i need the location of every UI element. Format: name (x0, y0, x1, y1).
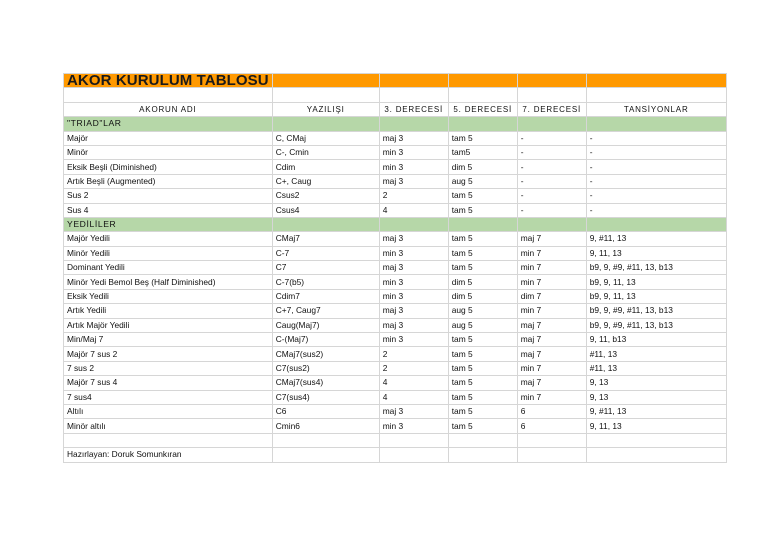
table-cell[interactable]: dim 5 (448, 289, 517, 303)
table-cell[interactable]: tam 5 (448, 376, 517, 390)
cell[interactable] (379, 448, 448, 462)
table-cell[interactable]: maj 3 (379, 404, 448, 418)
table-cell[interactable]: tam5 (448, 145, 517, 159)
table-cell[interactable]: Eksik Yedili (64, 289, 273, 303)
table-cell[interactable]: Minör Yedi Bemol Beş (Half Diminished) (64, 275, 273, 289)
table-cell[interactable]: b9, 9, 11, 13 (586, 275, 726, 289)
table-row (64, 376, 727, 390)
table-cell[interactable]: Artık Yedili (64, 304, 273, 318)
table-cell[interactable]: min 3 (379, 246, 448, 260)
table-cell[interactable]: maj 7 (517, 318, 586, 332)
table-cell[interactable]: C6 (272, 404, 379, 418)
cell[interactable] (64, 88, 273, 102)
table-cell[interactable]: Min/Maj 7 (64, 333, 273, 347)
table-cell[interactable]: b9, 9, 11, 13 (586, 289, 726, 303)
chord-table-body (64, 74, 727, 463)
table-cell[interactable]: tam 5 (448, 404, 517, 418)
table-cell[interactable]: - (586, 203, 726, 217)
cell[interactable] (448, 433, 517, 447)
table-row (64, 145, 727, 159)
cell[interactable] (448, 74, 517, 88)
table-cell[interactable]: tam 5 (448, 261, 517, 275)
table-cell[interactable]: maj 7 (517, 232, 586, 246)
table-cell[interactable]: maj 3 (379, 131, 448, 145)
cell[interactable] (272, 433, 379, 447)
cell[interactable] (448, 448, 517, 462)
column-header-row (64, 102, 727, 116)
table-cell[interactable]: Dominant Yedili (64, 261, 273, 275)
table-cell[interactable]: CMaj7(sus4) (272, 376, 379, 390)
table-cell[interactable]: 9, 11, 13 (586, 246, 726, 260)
cell[interactable] (448, 88, 517, 102)
table-cell[interactable]: maj 7 (517, 376, 586, 390)
table-cell[interactable]: - (586, 174, 726, 188)
cell[interactable] (517, 74, 586, 88)
table-cell[interactable]: Minör Yedili (64, 246, 273, 260)
table-row (64, 174, 727, 188)
table-cell[interactable]: C-(Maj7) (272, 333, 379, 347)
table-cell[interactable]: min 3 (379, 333, 448, 347)
table-cell[interactable]: min 7 (517, 390, 586, 404)
table-cell[interactable]: 9, 13 (586, 376, 726, 390)
table-cell[interactable]: Artık Majör Yedili (64, 318, 273, 332)
table-cell[interactable]: tam 5 (448, 419, 517, 433)
table-cell[interactable]: maj 3 (379, 261, 448, 275)
table-cell[interactable]: Majör 7 sus 4 (64, 376, 273, 390)
cell[interactable] (272, 448, 379, 462)
column-header[interactable]: AKORUN ADI (64, 102, 273, 116)
section-header-row (64, 217, 727, 231)
table-cell[interactable]: 4 (379, 390, 448, 404)
table-cell[interactable]: tam 5 (448, 333, 517, 347)
table-cell[interactable]: maj 7 (517, 347, 586, 361)
table-cell[interactable]: min 3 (379, 160, 448, 174)
cell[interactable] (586, 74, 726, 88)
cell[interactable] (448, 217, 517, 231)
table-cell[interactable]: 6 (517, 419, 586, 433)
table-cell[interactable]: tam 5 (448, 189, 517, 203)
table-cell[interactable]: maj 3 (379, 318, 448, 332)
column-header[interactable]: YAZILIŞI (272, 102, 379, 116)
cell[interactable] (272, 88, 379, 102)
cell[interactable] (379, 117, 448, 131)
table-cell[interactable]: Majör 7 sus 2 (64, 347, 273, 361)
cell[interactable] (586, 433, 726, 447)
table-cell[interactable]: 7 sus 2 (64, 361, 273, 375)
cell[interactable] (517, 433, 586, 447)
author-credit[interactable]: Hazırlayan: Doruk Somunkıran (64, 448, 273, 462)
table-cell[interactable]: 9, #11, 13 (586, 232, 726, 246)
table-cell[interactable]: C-7(b5) (272, 275, 379, 289)
table-row (64, 232, 727, 246)
table-cell[interactable]: 9, 11, b13 (586, 333, 726, 347)
table-cell[interactable]: tam 5 (448, 232, 517, 246)
table-cell[interactable]: - (517, 203, 586, 217)
table-cell[interactable]: Sus 2 (64, 189, 273, 203)
cell[interactable] (517, 88, 586, 102)
table-cell[interactable]: dim 5 (448, 275, 517, 289)
table-cell[interactable]: - (517, 174, 586, 188)
table-cell[interactable]: b9, 9, #9, #11, 13, b13 (586, 261, 726, 275)
cell[interactable] (379, 88, 448, 102)
table-cell[interactable]: min 3 (379, 289, 448, 303)
table-row (64, 404, 727, 418)
table-row (64, 246, 727, 260)
table-cell[interactable]: C+, Caug (272, 174, 379, 188)
table-cell[interactable]: tam 5 (448, 390, 517, 404)
table-cell[interactable]: b9, 9, #9, #11, 13, b13 (586, 304, 726, 318)
table-cell[interactable]: C7(sus4) (272, 390, 379, 404)
cell[interactable] (586, 88, 726, 102)
section-label[interactable]: "TRIAD"LAR (64, 117, 273, 131)
table-cell[interactable]: min 7 (517, 261, 586, 275)
table-cell[interactable]: tam 5 (448, 246, 517, 260)
table-cell[interactable]: - (517, 131, 586, 145)
table-cell[interactable]: C-7 (272, 246, 379, 260)
table-cell[interactable]: C7(sus2) (272, 361, 379, 375)
table-cell[interactable]: Caug(Maj7) (272, 318, 379, 332)
table-cell[interactable]: 4 (379, 376, 448, 390)
cell[interactable] (272, 117, 379, 131)
title-row (64, 74, 727, 88)
table-cell[interactable]: dim 7 (517, 289, 586, 303)
chord-table (63, 73, 727, 463)
table-row (64, 261, 727, 275)
column-header[interactable]: TANSİYONLAR (586, 102, 726, 116)
cell[interactable] (517, 448, 586, 462)
table-row (64, 318, 727, 332)
table-cell[interactable]: aug 5 (448, 174, 517, 188)
table-cell[interactable]: C, CMaj (272, 131, 379, 145)
table-row (64, 160, 727, 174)
table-cell[interactable]: aug 5 (448, 304, 517, 318)
author-row (64, 448, 727, 462)
section-label[interactable]: YEDİLİLER (64, 217, 273, 231)
table-cell[interactable]: tam 5 (448, 131, 517, 145)
cell[interactable] (272, 217, 379, 231)
table-cell[interactable]: min 3 (379, 145, 448, 159)
table-cell[interactable]: dim 5 (448, 160, 517, 174)
blank-row (64, 433, 727, 447)
table-cell[interactable]: maj 3 (379, 304, 448, 318)
table-cell[interactable]: tam 5 (448, 203, 517, 217)
table-cell[interactable]: 9, 11, 13 (586, 419, 726, 433)
table-row (64, 131, 727, 145)
table-cell[interactable]: min 3 (379, 275, 448, 289)
table-cell[interactable]: #11, 13 (586, 347, 726, 361)
table-cell[interactable]: Sus 4 (64, 203, 273, 217)
table-cell[interactable]: min 7 (517, 246, 586, 260)
table-cell[interactable]: maj 3 (379, 174, 448, 188)
table-cell[interactable]: maj 3 (379, 232, 448, 246)
table-cell[interactable]: 7 sus4 (64, 390, 273, 404)
table-cell[interactable]: - (517, 145, 586, 159)
cell[interactable] (517, 217, 586, 231)
table-row (64, 203, 727, 217)
cell[interactable] (272, 74, 379, 88)
table-cell[interactable]: b9, 9, #9, #11, 13, b13 (586, 318, 726, 332)
table-cell[interactable]: Majör Yedili (64, 232, 273, 246)
table-cell[interactable]: 6 (517, 404, 586, 418)
table-cell[interactable]: min 7 (517, 361, 586, 375)
table-cell[interactable]: min 7 (517, 275, 586, 289)
table-row (64, 304, 727, 318)
table-cell[interactable]: Csus2 (272, 189, 379, 203)
table-cell[interactable]: C7 (272, 261, 379, 275)
cell[interactable] (379, 74, 448, 88)
cell[interactable] (448, 117, 517, 131)
table-cell[interactable]: 9, #11, 13 (586, 404, 726, 418)
table-cell[interactable]: #11, 13 (586, 361, 726, 375)
table-cell[interactable]: - (517, 189, 586, 203)
table-cell[interactable]: Cdim7 (272, 289, 379, 303)
section-header-row (64, 117, 727, 131)
table-cell[interactable]: C+7, Caug7 (272, 304, 379, 318)
cell[interactable] (586, 448, 726, 462)
table-cell[interactable]: Csus4 (272, 203, 379, 217)
table-row (64, 361, 727, 375)
table-cell[interactable]: - (517, 160, 586, 174)
column-header[interactable]: 3. DERECESİ (379, 102, 448, 116)
table-row (64, 289, 727, 303)
cell[interactable] (586, 117, 726, 131)
table-cell[interactable]: - (586, 160, 726, 174)
column-header[interactable]: 7. DERECESİ (517, 102, 586, 116)
table-row (64, 347, 727, 361)
table-cell[interactable]: 9, 13 (586, 390, 726, 404)
table-cell[interactable]: Artık Beşli (Augmented) (64, 174, 273, 188)
table-cell[interactable]: Minör (64, 145, 273, 159)
cell[interactable] (379, 433, 448, 447)
table-cell[interactable]: min 3 (379, 419, 448, 433)
table-cell[interactable]: CMaj7 (272, 232, 379, 246)
table-cell[interactable]: tam 5 (448, 347, 517, 361)
cell[interactable] (517, 117, 586, 131)
table-cell[interactable]: 2 (379, 361, 448, 375)
table-cell[interactable]: 4 (379, 203, 448, 217)
cell[interactable] (586, 217, 726, 231)
table-cell[interactable]: Eksik Beşli (Diminished) (64, 160, 273, 174)
cell[interactable] (64, 433, 273, 447)
table-cell[interactable]: - (586, 131, 726, 145)
table-cell[interactable]: C-, Cmin (272, 145, 379, 159)
blank-row (64, 88, 727, 102)
table-row (64, 189, 727, 203)
cell[interactable] (379, 217, 448, 231)
table-cell[interactable]: 2 (379, 347, 448, 361)
page-title[interactable]: AKOR KURULUM TABLOSU (64, 74, 273, 88)
table-cell[interactable]: - (586, 189, 726, 203)
table-cell[interactable]: Altılı (64, 404, 273, 418)
table-cell[interactable]: Cmin6 (272, 419, 379, 433)
table-cell[interactable]: Cdim (272, 160, 379, 174)
table-row (64, 390, 727, 404)
table-cell[interactable]: aug 5 (448, 318, 517, 332)
table-cell[interactable]: maj 7 (517, 333, 586, 347)
table-cell[interactable]: 2 (379, 189, 448, 203)
table-cell[interactable]: - (586, 145, 726, 159)
table-cell[interactable]: Minör altılı (64, 419, 273, 433)
table-row (64, 275, 727, 289)
column-header[interactable]: 5. DERECESİ (448, 102, 517, 116)
table-cell[interactable]: Majör (64, 131, 273, 145)
table-row (64, 333, 727, 347)
table-cell[interactable]: CMaj7(sus2) (272, 347, 379, 361)
table-row (64, 419, 727, 433)
table-cell[interactable]: min 7 (517, 304, 586, 318)
table-cell[interactable]: tam 5 (448, 361, 517, 375)
